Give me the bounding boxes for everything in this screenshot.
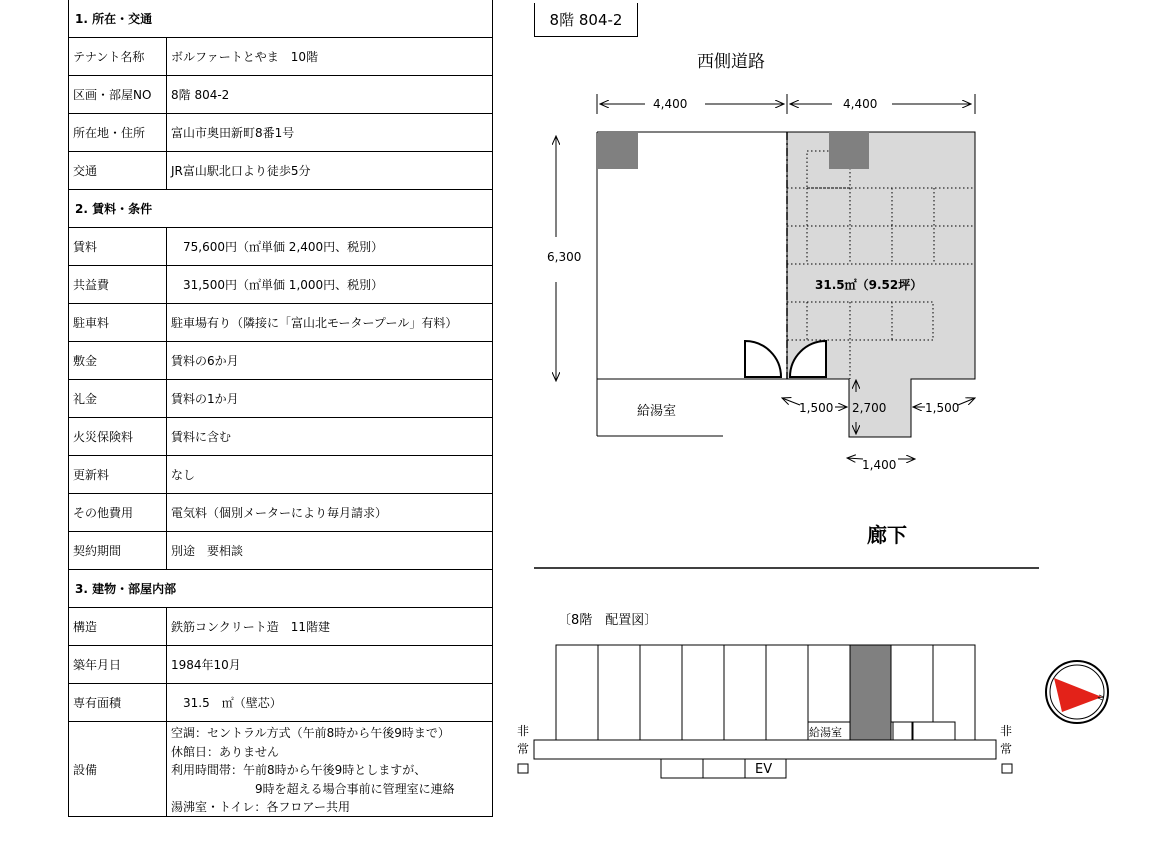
unit-804-2-marker — [850, 645, 891, 740]
dimension-2700: 2,700 — [852, 401, 887, 415]
unit-title: 8階 804-2 — [534, 3, 638, 37]
label-deposit: 敷金 — [69, 342, 167, 379]
label-fire-insurance: 火災保険料 — [69, 418, 167, 455]
value-common-fee: 31,500円（㎡単価 1,000円、税別） — [171, 278, 384, 292]
road-label: 西側道路 — [697, 52, 765, 72]
label-transport: 交通 — [69, 152, 167, 189]
emergency-exit-left — [518, 764, 528, 773]
emergency-exit-right — [1002, 764, 1012, 773]
dimension-height: 6,300 — [547, 250, 582, 264]
corridor-label: 廊下 — [867, 523, 907, 547]
label-rent: 賃料 — [69, 228, 167, 265]
emergency-right-label: 非常 — [1000, 724, 1013, 756]
label-parking: 駐車料 — [69, 304, 167, 341]
value-address: 富山市奥田新町8番1号 — [171, 126, 295, 140]
door-icon — [745, 341, 826, 377]
value-area: 31.5 ㎡（壁芯） — [171, 696, 282, 710]
floor-layout-map — [518, 645, 1012, 778]
label-contract-term: 契約期間 — [69, 532, 167, 569]
value-parking: 駐車場有り（隣接に「富山北モータープール」有料） — [171, 316, 458, 330]
pillar — [829, 132, 869, 169]
dimension-1500-right: 1,500 — [925, 401, 960, 415]
value-built: 1984年10月 — [171, 658, 241, 672]
equipment-line: 空調：セントラル方式（午前8時から午後9時まで） — [171, 726, 450, 740]
layout-kitchen-label: 給湯室 — [809, 726, 842, 739]
value-fire-insurance: 賃料に含む — [171, 430, 232, 444]
equipment-line: 9時を超える場合事前に管理室に連絡 — [171, 781, 455, 796]
compass-icon — [1046, 661, 1108, 723]
label-unit-no: 区画・部屋NO — [69, 76, 167, 113]
emergency-left-label: 非常 — [517, 724, 530, 756]
dimension-1400: 1,400 — [862, 458, 897, 472]
label-tenant-name: テナント名称 — [69, 38, 167, 75]
svg-text:N: N — [1096, 693, 1106, 702]
value-deposit: 賃料の6か月 — [171, 354, 239, 368]
value-transport: JR富山駅北口より徒歩5分 — [171, 164, 311, 178]
dimension-left-width: 4,400 — [653, 97, 688, 111]
label-address: 所在地・住所 — [69, 114, 167, 151]
section-location: 1. 所在・交通 — [69, 0, 492, 38]
value-renewal-fee: なし — [171, 468, 196, 482]
section-building: 3. 建物・部屋内部 — [69, 570, 492, 608]
label-structure: 構造 — [69, 608, 167, 645]
section-rent: 2. 賃料・条件 — [69, 190, 492, 228]
kitchen-label: 給湯室 — [637, 404, 677, 419]
ev-label: EV — [755, 762, 773, 777]
label-common-fee: 共益費 — [69, 266, 167, 303]
value-key-money: 賃料の1か月 — [171, 392, 239, 406]
equipment-line: 利用時間帯：午前8時から午後9時としますが、 — [171, 763, 427, 777]
value-structure: 鉄筋コンクリート造 11階建 — [171, 620, 331, 634]
label-equipment: 設備 — [69, 722, 167, 817]
pillar — [598, 132, 638, 169]
label-built: 築年月日 — [69, 646, 167, 683]
equipment-line: 湯沸室・トイレ：各フロアー共用 — [171, 800, 351, 814]
label-other-costs: その他費用 — [69, 494, 167, 531]
label-key-money: 礼金 — [69, 380, 167, 417]
layout-title: 〔8階 配置図〕 — [558, 613, 658, 628]
value-tenant-name: ボルファートとやま 10階 — [171, 50, 319, 64]
value-other-costs: 電気料（個別メーターにより毎月請求） — [171, 506, 388, 520]
equipment-line: 休館日：ありません — [171, 744, 280, 759]
dimension-right-width: 4,400 — [843, 97, 878, 111]
value-contract-term: 別途 要相談 — [171, 544, 244, 558]
value-unit-no: 8階 804-2 — [171, 88, 230, 102]
value-rent: 75,600円（㎡単価 2,400円、税別） — [171, 240, 384, 254]
label-area: 専有面積 — [69, 684, 167, 721]
unit-area-label: 31.5㎡（9.52坪） — [815, 278, 923, 292]
label-renewal-fee: 更新料 — [69, 456, 167, 493]
dimension-1500-left: 1,500 — [799, 401, 834, 415]
